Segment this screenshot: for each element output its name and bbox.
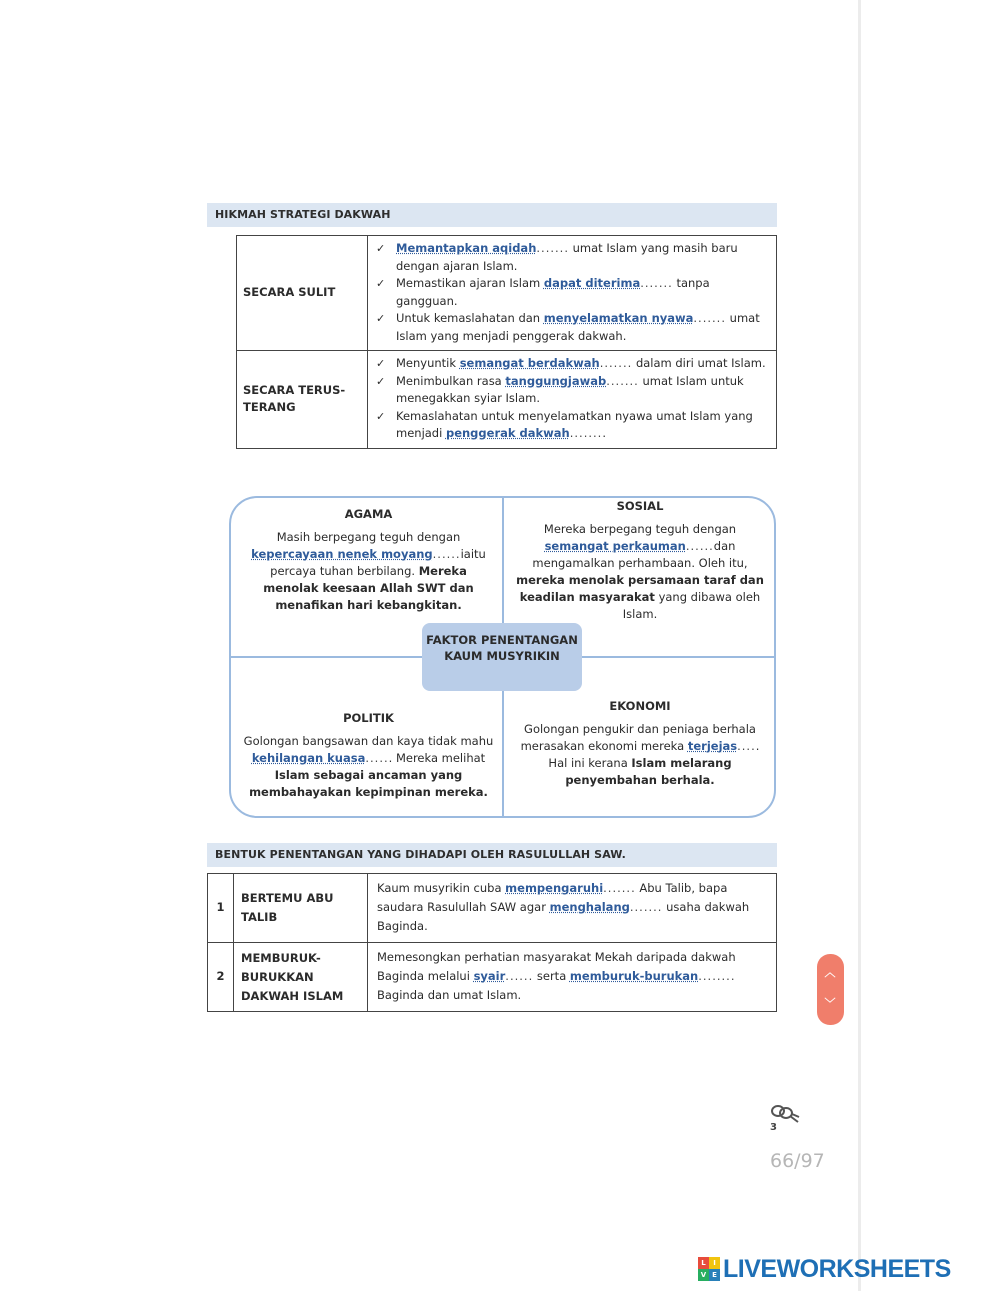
quadrant-ekonomi: EKONOMI Golongan pengukir dan peniaga berhala merasakan ekonomi mereka terjejas..... Hal ini kerana Islam melarang penyembahan berhala. xyxy=(511,698,769,789)
quadrant-bold-text: Islam sebagai ancaman yang membahayakan kepimpinan mereka. xyxy=(249,768,488,799)
quadrant-text: Golongan bangsawan dan kaya tidak mahu xyxy=(243,734,494,748)
hikmah-table xyxy=(236,235,777,449)
answer-field[interactable]: menyelamatkan nyawa xyxy=(543,311,694,325)
answer-field[interactable]: semangat perkauman xyxy=(544,539,686,553)
row-text: Abu Talib, bapa saudara Rasulullah SAW agar xyxy=(377,881,728,914)
list-item: ✓ Memantapkan aqidah....... umat Islam yang masih baru dengan ajaran Islam. xyxy=(374,240,770,275)
faktor-diagram xyxy=(229,496,776,818)
table-row xyxy=(237,351,777,449)
diagram-center-box: FAKTOR PENENTANGAN KAUM MUSYRIKIN xyxy=(422,623,582,691)
row-text: Kaum musyrikin cuba xyxy=(377,881,502,895)
row-text: serta xyxy=(536,969,567,983)
answer-field[interactable]: semangat berdakwah xyxy=(459,356,600,370)
row-body xyxy=(368,236,777,351)
row-label: SECARA TERUS-TERANG xyxy=(237,351,368,449)
item-text: Kemaslahatan untuk menyelamatkan nyawa umat Islam yang menjadi xyxy=(396,408,753,440)
liveworksheets-logo-icon xyxy=(698,1257,720,1281)
row-text: usaha dakwah Baginda. xyxy=(377,900,750,933)
liveworksheets-brand[interactable] xyxy=(698,1254,951,1284)
quadrant-sosial: SOSIAL Mereka berpegang teguh dengan semangat perkauman......dan mengamalkan perhambaan. Oleh itu, mereka menolak persamaan taraf dan keadilan masyarakat yang dibawa oleh Islam. xyxy=(511,498,769,623)
quadrant-text: dan mengamalkan perhambaan. Oleh itu, xyxy=(532,539,748,570)
logo-letter: V xyxy=(698,1269,709,1281)
quadrant-text: . Hal ini kerana xyxy=(548,739,760,770)
quadrant-title: SOSIAL xyxy=(616,499,664,513)
publisher-logo-icon xyxy=(768,1102,802,1132)
quadrant-title: POLITIK xyxy=(343,711,394,725)
quadrant-title: EKONOMI xyxy=(609,699,671,713)
answer-field[interactable]: terjejas xyxy=(687,739,738,753)
svg-text:3: 3 xyxy=(770,1122,777,1132)
check-icon: ✓ xyxy=(376,312,386,325)
answer-field[interactable]: kehilangan kuasa xyxy=(251,751,366,765)
viewer-scrollbar[interactable] xyxy=(858,0,861,1291)
row-text: Baginda dan umat Islam. xyxy=(377,988,522,1002)
row-label: BERTEMU ABU TALIB xyxy=(234,874,368,943)
item-text: Untuk kemaslahatan dan xyxy=(396,311,541,325)
answer-field[interactable]: syair xyxy=(473,969,506,983)
answer-field[interactable]: memburuk-burukan xyxy=(569,969,699,983)
row-number: 2 xyxy=(208,943,234,1012)
item-text: Memastikan ajaran Islam xyxy=(396,276,541,290)
brand-name: LIVEWORKSHEETS xyxy=(723,1254,951,1283)
answer-field[interactable]: mempengaruhi xyxy=(505,881,604,895)
row-number: 1 xyxy=(208,874,234,943)
quadrant-text: Masih berpegang teguh dengan xyxy=(276,530,461,544)
row-label: SECARA SULIT xyxy=(237,236,368,351)
quadrant-text: Golongan pengukir dan peniaga berhala merasakan ekonomi mereka xyxy=(520,722,756,753)
check-icon: ✓ xyxy=(376,242,386,255)
list-item: ✓ Memastikan ajaran Islam dapat diterima....... tanpa gangguan. xyxy=(374,275,770,310)
quadrant-title: AGAMA xyxy=(344,507,393,521)
bentuk-table xyxy=(207,873,777,1012)
item-text: . xyxy=(602,426,606,440)
page-scroll-buttons xyxy=(817,954,844,1025)
quadrant-agama: AGAMA Masih berpegang teguh dengan kepercayaan nenek moyang......iaitu percaya tuhan berbilang. Mereka menolak keesaan Allah SWT dan menafikan hari kebangkitan. xyxy=(241,506,496,614)
table-row xyxy=(208,943,777,1012)
list-item: ✓ Untuk kemaslahatan dan menyelamatkan nyawa....... umat Islam yang menjadi penggerak dakwah. xyxy=(374,310,770,345)
item-text: umat Islam yang menjadi penggerak dakwah. xyxy=(396,311,760,343)
quadrant-text: iaitu percaya tuhan berbilang. xyxy=(270,547,486,578)
logo-letter: I xyxy=(709,1257,720,1269)
row-text: Memesongkan perhatian masyarakat Mekah daripada dakwah Baginda melalui xyxy=(377,950,736,983)
quadrant-bold-text: Mereka menolak keesaan Allah SWT dan menafikan hari kebangkitan. xyxy=(263,564,474,612)
table-row xyxy=(237,236,777,351)
answer-field[interactable]: kepercayaan nenek moyang xyxy=(251,547,433,561)
item-text: umat Islam untuk menegakkan syiar Islam. xyxy=(396,373,744,405)
list-item: ✓ Menyuntik semangat berdakwah....... dalam diri umat Islam. xyxy=(374,355,770,373)
list-item: ✓ Menimbulkan rasa tanggungjawab....... umat Islam untuk menegakkan syiar Islam. xyxy=(374,373,770,408)
quadrant-text: . Mereka melihat xyxy=(388,751,486,765)
logo-letter: L xyxy=(698,1257,709,1269)
row-body: Memesongkan perhatian masyarakat Mekah daripada dakwah Baginda melalui syair...... serta memburuk-burukan........ Baginda dan umat Islam. xyxy=(368,943,777,1012)
answer-field[interactable]: dapat diterima xyxy=(543,276,641,290)
item-text: Menyuntik xyxy=(396,356,457,370)
chevron-up-icon[interactable]: ︿ xyxy=(824,966,836,979)
item-text: dalam diri umat Islam. xyxy=(635,356,766,370)
check-icon: ✓ xyxy=(376,409,386,423)
check-icon: ✓ xyxy=(376,357,386,370)
row-label: MEMBURUK-BURUKKAN DAKWAH ISLAM xyxy=(234,943,368,1012)
page-indicator: 66/97 xyxy=(770,1150,825,1172)
row-body xyxy=(368,351,777,449)
item-text: tanpa gangguan. xyxy=(396,276,710,308)
table-row xyxy=(208,874,777,943)
section-title-bentuk: BENTUK PENENTANGAN YANG DIHADAPI OLEH RASULULLAH SAW. xyxy=(207,843,777,867)
chevron-down-icon[interactable]: ﹀ xyxy=(824,997,836,1010)
answer-field[interactable]: menghalang xyxy=(549,900,630,914)
check-icon: ✓ xyxy=(376,374,386,388)
quadrant-bold-text: Islam melarang penyembahan berhala. xyxy=(565,756,732,787)
quadrant-politik: POLITIK Golongan bangsawan dan kaya tidak mahu kehilangan kuasa...... Mereka melihat Islam sebagai ancaman yang membahayakan kepimpinan mereka. xyxy=(241,710,496,801)
item-text: umat Islam yang masih baru dengan ajaran Islam. xyxy=(396,241,738,273)
answer-field[interactable]: tanggungjawab xyxy=(505,373,607,388)
quadrant-text: Mereka berpegang teguh dengan xyxy=(543,522,737,536)
section-title-hikmah: HIKMAH STRATEGI DAKWAH xyxy=(207,203,777,227)
quadrant-bold-text: mereka menolak persamaan taraf dan keadilan masyarakat xyxy=(516,573,764,604)
answer-field[interactable]: penggerak dakwah xyxy=(445,426,570,440)
item-text: Menimbulkan rasa xyxy=(396,373,502,388)
row-body: Kaum musyrikin cuba mempengaruhi....... Abu Talib, bapa saudara Rasulullah SAW agar menghalang....... usaha dakwah Baginda. xyxy=(368,874,777,943)
quadrant-text: yang dibawa oleh Islam. xyxy=(622,590,761,621)
list-item: ✓ Kemaslahatan untuk menyelamatkan nyawa umat Islam yang menjadi penggerak dakwah........ xyxy=(374,408,770,443)
check-icon: ✓ xyxy=(376,277,386,290)
answer-field[interactable]: Memantapkan aqidah xyxy=(396,241,537,255)
logo-letter: E xyxy=(709,1269,720,1281)
